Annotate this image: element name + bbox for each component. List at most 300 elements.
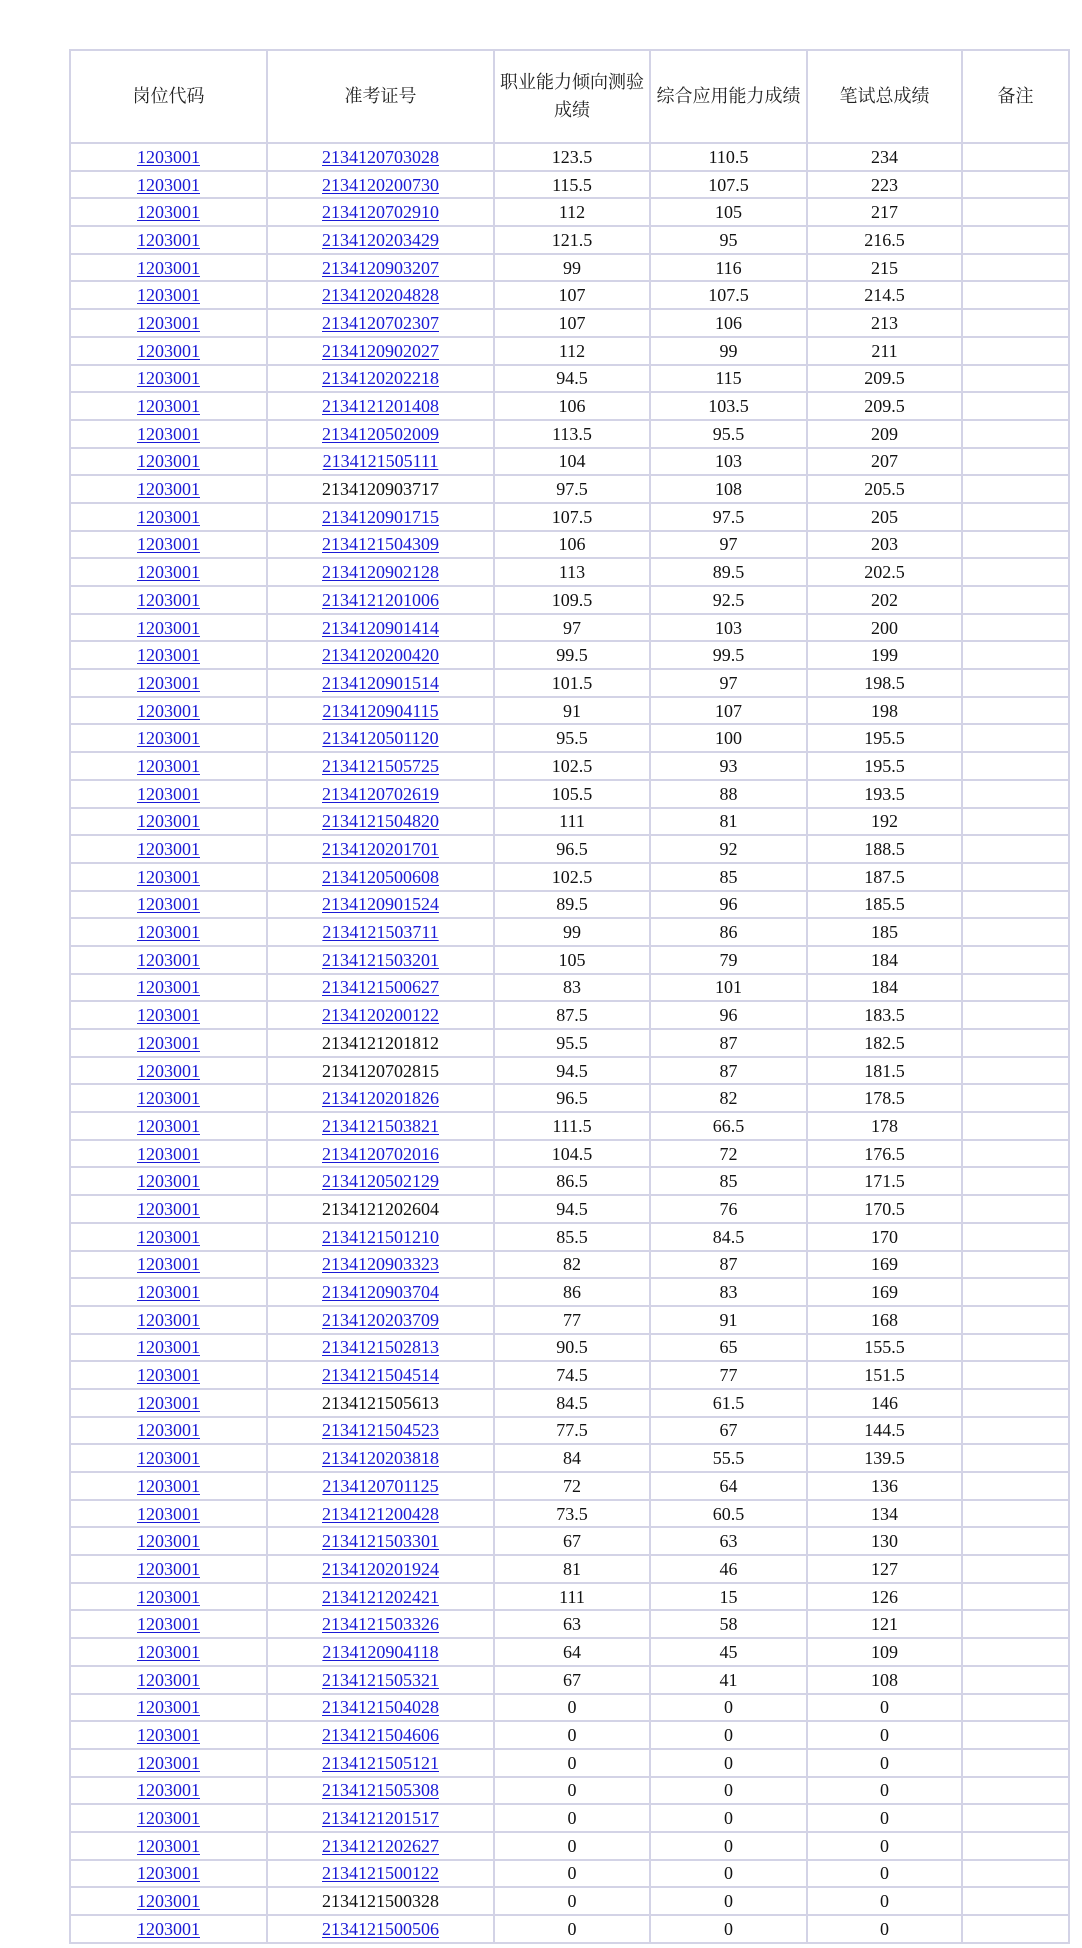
ticket-number-link[interactable]: 2134120903323 <box>322 1254 439 1275</box>
table-row <box>71 1695 1070 1723</box>
aptitude-score-cell: 121.5 <box>495 227 651 255</box>
ticket-number-cell <box>268 1473 495 1501</box>
table-row <box>71 1252 1070 1280</box>
total-score-cell: 0 <box>808 1916 963 1944</box>
ticket-number-link[interactable]: 2134120203429 <box>322 229 439 250</box>
ticket-number-link[interactable]: 2134121500122 <box>322 1863 439 1884</box>
aptitude-score-cell: 104 <box>495 449 651 477</box>
position-code-link[interactable]: 1203001 <box>137 977 200 998</box>
ticket-number-cell <box>268 144 495 172</box>
ticket-number-link[interactable]: 2134120903207 <box>322 257 439 278</box>
remarks-cell <box>963 725 1070 753</box>
ticket-number-link[interactable]: 2134121504820 <box>322 811 439 832</box>
ticket-number-link[interactable]: 2134121503326 <box>322 1614 439 1635</box>
position-code-link[interactable]: 1203001 <box>137 783 200 804</box>
position-code-cell <box>71 1445 268 1473</box>
application-score-cell: 93 <box>651 753 808 781</box>
position-code-link[interactable]: 1203001 <box>137 1475 200 1496</box>
application-score-cell: 107.5 <box>651 172 808 200</box>
ticket-number-link[interactable]: 2134120203709 <box>322 1309 439 1330</box>
position-code-link[interactable]: 1203001 <box>137 202 200 223</box>
total-score-cell: 151.5 <box>808 1362 963 1390</box>
aptitude-score-cell: 0 <box>495 1861 651 1889</box>
table-row <box>71 975 1070 1003</box>
table-row <box>71 1390 1070 1418</box>
ticket-number-link[interactable]: 2134120903704 <box>322 1282 439 1303</box>
position-code-cell <box>71 338 268 366</box>
ticket-number-link[interactable]: 2134120703028 <box>322 146 439 167</box>
total-score-cell: 187.5 <box>808 864 963 892</box>
ticket-number-cell <box>268 947 495 975</box>
ticket-number-link[interactable]: 2134120904115 <box>322 700 439 721</box>
position-code-cell <box>71 1861 268 1889</box>
table-row <box>71 1141 1070 1169</box>
ticket-number-link[interactable]: 2134121201006 <box>322 589 439 610</box>
aptitude-score-cell: 111.5 <box>495 1113 651 1141</box>
table-row <box>71 1916 1070 1944</box>
position-code-link[interactable]: 1203001 <box>137 146 200 167</box>
position-code-link[interactable]: 1203001 <box>137 1448 200 1469</box>
remarks-cell <box>963 1445 1070 1473</box>
ticket-number-cell <box>268 781 495 809</box>
ticket-number-link[interactable]: 2134121504606 <box>322 1725 439 1746</box>
aptitude-score-cell: 72 <box>495 1473 651 1501</box>
position-code-link[interactable]: 1203001 <box>137 1171 200 1192</box>
ticket-number-link[interactable]: 2134120901514 <box>322 672 439 693</box>
position-code-link[interactable]: 1203001 <box>137 368 200 389</box>
ticket-number-link[interactable]: 2134121505321 <box>322 1669 439 1690</box>
ticket-number-text: 2134121500328 <box>322 1891 439 1912</box>
total-score-cell: 0 <box>808 1722 963 1750</box>
position-code-link[interactable]: 1203001 <box>137 1531 200 1552</box>
ticket-number-link[interactable]: 2134120702619 <box>322 783 439 804</box>
ticket-number-cell <box>268 504 495 532</box>
position-code-cell <box>71 670 268 698</box>
ticket-number-cell <box>268 975 495 1003</box>
position-code-link[interactable]: 1203001 <box>137 866 200 887</box>
position-code-link[interactable]: 1203001 <box>137 423 200 444</box>
table-body <box>71 144 1070 1944</box>
ticket-number-link[interactable]: 2134120200122 <box>322 1005 439 1026</box>
position-code-link[interactable]: 1203001 <box>137 589 200 610</box>
total-score-cell: 183.5 <box>808 1002 963 1030</box>
position-code-link[interactable]: 1203001 <box>137 1780 200 1801</box>
position-code-link[interactable]: 1203001 <box>137 479 200 500</box>
total-score-cell: 176.5 <box>808 1141 963 1169</box>
application-score-cell: 92 <box>651 836 808 864</box>
ticket-number-text: 2134121505613 <box>322 1392 439 1413</box>
ticket-number-link[interactable]: 2134120501120 <box>322 728 439 749</box>
ticket-number-link[interactable]: 2134120200420 <box>322 645 439 666</box>
table-row <box>71 559 1070 587</box>
application-score-cell: 96 <box>651 1002 808 1030</box>
table-row <box>71 1667 1070 1695</box>
ticket-number-cell <box>268 1805 495 1833</box>
ticket-number-cell <box>268 1058 495 1086</box>
position-code-link[interactable]: 1203001 <box>137 1669 200 1690</box>
aptitude-score-cell: 104.5 <box>495 1141 651 1169</box>
position-code-link[interactable]: 1203001 <box>137 174 200 195</box>
position-code-link[interactable]: 1203001 <box>137 1309 200 1330</box>
position-code-cell <box>71 836 268 864</box>
position-code-cell <box>71 698 268 726</box>
aptitude-score-cell: 77 <box>495 1307 651 1335</box>
position-code-link[interactable]: 1203001 <box>137 1282 200 1303</box>
application-score-cell: 115 <box>651 366 808 394</box>
total-score-cell: 185.5 <box>808 892 963 920</box>
position-code-cell <box>71 892 268 920</box>
remarks-cell <box>963 1667 1070 1695</box>
remarks-cell <box>963 1833 1070 1861</box>
ticket-number-link[interactable]: 2134120702016 <box>322 1143 439 1164</box>
remarks-cell <box>963 1141 1070 1169</box>
ticket-number-link[interactable]: 2134120901524 <box>322 894 439 915</box>
remarks-cell <box>963 1473 1070 1501</box>
aptitude-score-cell: 111 <box>495 1584 651 1612</box>
ticket-number-link[interactable]: 2134120201924 <box>322 1558 439 1579</box>
table-row <box>71 753 1070 781</box>
position-code-link[interactable]: 1203001 <box>137 894 200 915</box>
ticket-number-cell <box>268 172 495 200</box>
remarks-cell <box>963 449 1070 477</box>
ticket-number-link[interactable]: 2134121504514 <box>322 1365 439 1386</box>
table-row <box>71 393 1070 421</box>
total-score-cell: 193.5 <box>808 781 963 809</box>
application-score-cell: 103 <box>651 615 808 643</box>
ticket-number-cell <box>268 199 495 227</box>
table-row <box>71 199 1070 227</box>
aptitude-score-cell: 106 <box>495 532 651 560</box>
position-code-link[interactable]: 1203001 <box>137 1143 200 1164</box>
table-row <box>71 1418 1070 1446</box>
total-score-cell: 195.5 <box>808 753 963 781</box>
total-score-cell: 198.5 <box>808 670 963 698</box>
ticket-number-cell <box>268 1196 495 1224</box>
position-code-link[interactable]: 1203001 <box>137 1060 200 1081</box>
table-row <box>71 255 1070 283</box>
total-score-cell: 126 <box>808 1584 963 1612</box>
ticket-number-cell <box>268 587 495 615</box>
position-code-cell <box>71 1196 268 1224</box>
position-code-link[interactable]: 1203001 <box>137 755 200 776</box>
total-score-cell: 108 <box>808 1667 963 1695</box>
position-code-link[interactable]: 1203001 <box>137 1088 200 1109</box>
ticket-number-link[interactable]: 2134120901715 <box>322 506 439 527</box>
total-score-cell: 209.5 <box>808 393 963 421</box>
remarks-cell <box>963 975 1070 1003</box>
ticket-number-link[interactable]: 2134121505308 <box>322 1780 439 1801</box>
position-code-link[interactable]: 1203001 <box>137 1392 200 1413</box>
ticket-number-cell <box>268 1916 495 1944</box>
application-score-cell: 0 <box>651 1750 808 1778</box>
aptitude-score-cell: 99 <box>495 919 651 947</box>
position-code-link[interactable]: 1203001 <box>137 257 200 278</box>
position-code-link[interactable]: 1203001 <box>137 1032 200 1053</box>
position-code-link[interactable]: 1203001 <box>137 922 200 943</box>
ticket-number-link[interactable]: 2134121505111 <box>322 451 439 472</box>
ticket-number-link[interactable]: 2134120201826 <box>322 1088 439 1109</box>
total-score-cell: 0 <box>808 1833 963 1861</box>
position-code-cell <box>71 1473 268 1501</box>
remarks-cell <box>963 1252 1070 1280</box>
ticket-number-link[interactable]: 2134120902027 <box>322 340 439 361</box>
application-score-cell: 89.5 <box>651 559 808 587</box>
ticket-number-link[interactable]: 2134120500608 <box>322 866 439 887</box>
position-code-link[interactable]: 1203001 <box>137 1641 200 1662</box>
position-code-link[interactable]: 1203001 <box>137 1808 200 1829</box>
position-code-cell <box>71 532 268 560</box>
total-score-cell: 214.5 <box>808 282 963 310</box>
ticket-number-link[interactable]: 2134121504028 <box>322 1697 439 1718</box>
ticket-number-text: 2134120702815 <box>322 1060 439 1081</box>
aptitude-score-cell: 109.5 <box>495 587 651 615</box>
position-code-link[interactable]: 1203001 <box>137 617 200 638</box>
position-code-link[interactable]: 1203001 <box>137 1891 200 1912</box>
remarks-cell <box>963 1279 1070 1307</box>
application-score-cell: 86 <box>651 919 808 947</box>
position-code-link[interactable]: 1203001 <box>137 1863 200 1884</box>
ticket-number-link[interactable]: 2134121503711 <box>322 922 439 943</box>
ticket-number-link[interactable]: 2134120200730 <box>322 174 439 195</box>
table-row <box>71 1279 1070 1307</box>
position-code-link[interactable]: 1203001 <box>137 285 200 306</box>
position-code-link[interactable]: 1203001 <box>137 1254 200 1275</box>
position-code-cell <box>71 1611 268 1639</box>
ticket-number-link[interactable]: 2134121202627 <box>322 1835 439 1856</box>
position-code-link[interactable]: 1203001 <box>137 1752 200 1773</box>
application-score-cell: 107.5 <box>651 282 808 310</box>
total-score-cell: 209 <box>808 421 963 449</box>
table-row <box>71 919 1070 947</box>
ticket-number-link[interactable]: 2134121202421 <box>322 1586 439 1607</box>
table-row <box>71 1584 1070 1612</box>
position-code-cell <box>71 393 268 421</box>
remarks-cell <box>963 615 1070 643</box>
table-row <box>71 1833 1070 1861</box>
position-code-link[interactable]: 1203001 <box>137 728 200 749</box>
position-code-cell <box>71 642 268 670</box>
table-row <box>71 1528 1070 1556</box>
ticket-number-cell <box>268 670 495 698</box>
position-code-link[interactable]: 1203001 <box>137 1586 200 1607</box>
remarks-cell <box>963 1113 1070 1141</box>
ticket-number-link[interactable]: 2134121201408 <box>322 396 439 417</box>
ticket-number-cell <box>268 1362 495 1390</box>
position-code-link[interactable]: 1203001 <box>137 645 200 666</box>
ticket-number-link[interactable]: 2134120701125 <box>322 1475 439 1496</box>
remarks-cell <box>963 1556 1070 1584</box>
ticket-number-link[interactable]: 2134121500627 <box>322 977 439 998</box>
ticket-number-link[interactable]: 2134120502009 <box>322 423 439 444</box>
ticket-number-link[interactable]: 2134121201517 <box>322 1808 439 1829</box>
position-code-link[interactable]: 1203001 <box>137 506 200 527</box>
ticket-number-cell <box>268 1390 495 1418</box>
ticket-number-cell <box>268 1085 495 1113</box>
ticket-number-cell <box>268 255 495 283</box>
aptitude-score-cell: 99 <box>495 255 651 283</box>
remarks-cell <box>963 1805 1070 1833</box>
application-score-cell: 58 <box>651 1611 808 1639</box>
application-score-cell: 0 <box>651 1722 808 1750</box>
total-score-cell: 192 <box>808 809 963 837</box>
table-row <box>71 1639 1070 1667</box>
ticket-number-link[interactable]: 2134120204828 <box>322 285 439 306</box>
position-code-cell <box>71 809 268 837</box>
total-score-cell: 195.5 <box>808 725 963 753</box>
position-code-link[interactable]: 1203001 <box>137 1365 200 1386</box>
application-score-cell: 82 <box>651 1085 808 1113</box>
aptitude-score-cell: 0 <box>495 1805 651 1833</box>
ticket-number-link[interactable]: 2134120904118 <box>322 1641 439 1662</box>
total-score-cell: 217 <box>808 199 963 227</box>
table-row <box>71 892 1070 920</box>
application-score-cell: 76 <box>651 1196 808 1224</box>
remarks-cell <box>963 1085 1070 1113</box>
position-code-cell <box>71 1778 268 1806</box>
ticket-number-link[interactable]: 2134120201701 <box>322 839 439 860</box>
ticket-number-cell <box>268 559 495 587</box>
position-code-cell <box>71 1058 268 1086</box>
ticket-number-link[interactable]: 2134121503821 <box>322 1115 439 1136</box>
position-code-cell <box>71 1168 268 1196</box>
table-row <box>71 449 1070 477</box>
table-row <box>71 1611 1070 1639</box>
ticket-number-link[interactable]: 2134121502813 <box>322 1337 439 1358</box>
application-score-cell: 0 <box>651 1833 808 1861</box>
position-code-link[interactable]: 1203001 <box>137 1614 200 1635</box>
position-code-link[interactable]: 1203001 <box>137 1226 200 1247</box>
remarks-cell <box>963 282 1070 310</box>
total-score-cell: 200 <box>808 615 963 643</box>
ticket-number-link[interactable]: 2134121501210 <box>322 1226 439 1247</box>
application-score-cell: 87 <box>651 1058 808 1086</box>
position-code-link[interactable]: 1203001 <box>137 1918 200 1939</box>
ticket-number-link[interactable]: 2134120902128 <box>322 562 439 583</box>
table-row <box>71 1196 1070 1224</box>
position-code-link[interactable]: 1203001 <box>137 1420 200 1441</box>
aptitude-score-cell: 73.5 <box>495 1501 651 1529</box>
ticket-number-cell <box>268 1778 495 1806</box>
position-code-link[interactable]: 1203001 <box>137 451 200 472</box>
ticket-number-link[interactable]: 2134121503301 <box>322 1531 439 1552</box>
position-code-link[interactable]: 1203001 <box>137 1115 200 1136</box>
ticket-number-link[interactable]: 2134121505121 <box>322 1752 439 1773</box>
position-code-link[interactable]: 1203001 <box>137 396 200 417</box>
ticket-number-link[interactable]: 2134120202218 <box>322 368 439 389</box>
position-code-cell <box>71 1750 268 1778</box>
position-code-link[interactable]: 1203001 <box>137 229 200 250</box>
table-row <box>71 532 1070 560</box>
total-score-cell: 205.5 <box>808 476 963 504</box>
ticket-number-link[interactable]: 2134120502129 <box>322 1171 439 1192</box>
application-score-cell: 0 <box>651 1861 808 1889</box>
remarks-cell <box>963 1778 1070 1806</box>
position-code-link[interactable]: 1203001 <box>137 949 200 970</box>
table-row <box>71 504 1070 532</box>
position-code-link[interactable]: 1203001 <box>137 1503 200 1524</box>
position-code-link[interactable]: 1203001 <box>137 1835 200 1856</box>
position-code-cell <box>71 504 268 532</box>
position-code-link[interactable]: 1203001 <box>137 1005 200 1026</box>
position-code-link[interactable]: 1203001 <box>137 534 200 555</box>
aptitude-score-cell: 112 <box>495 199 651 227</box>
table-row <box>71 1501 1070 1529</box>
total-score-cell: 188.5 <box>808 836 963 864</box>
aptitude-score-cell: 0 <box>495 1722 651 1750</box>
total-score-cell: 203 <box>808 532 963 560</box>
ticket-number-link[interactable]: 2134120203818 <box>322 1448 439 1469</box>
ticket-number-link[interactable]: 2134120702910 <box>322 202 439 223</box>
remarks-cell <box>963 532 1070 560</box>
aptitude-score-cell: 85.5 <box>495 1224 651 1252</box>
position-code-link[interactable]: 1203001 <box>137 1198 200 1219</box>
ticket-number-link[interactable]: 2134121200428 <box>322 1503 439 1524</box>
remarks-cell <box>963 227 1070 255</box>
application-score-cell: 95.5 <box>651 421 808 449</box>
ticket-number-cell <box>268 476 495 504</box>
ticket-number-link[interactable]: 2134121504309 <box>322 534 439 555</box>
position-code-cell <box>71 199 268 227</box>
remarks-cell <box>963 1196 1070 1224</box>
position-code-link[interactable]: 1203001 <box>137 811 200 832</box>
application-score-cell: 103.5 <box>651 393 808 421</box>
position-code-link[interactable]: 1203001 <box>137 1697 200 1718</box>
ticket-number-cell <box>268 1750 495 1778</box>
remarks-cell <box>963 1722 1070 1750</box>
table-row <box>71 698 1070 726</box>
position-code-cell <box>71 1888 268 1916</box>
position-code-link[interactable]: 1203001 <box>137 312 200 333</box>
position-code-link[interactable]: 1203001 <box>137 700 200 721</box>
position-code-cell <box>71 864 268 892</box>
position-code-link[interactable]: 1203001 <box>137 1725 200 1746</box>
position-code-link[interactable]: 1203001 <box>137 562 200 583</box>
ticket-number-link[interactable]: 2134120702307 <box>322 312 439 333</box>
ticket-number-link[interactable]: 2134121503201 <box>322 949 439 970</box>
aptitude-score-cell: 0 <box>495 1916 651 1944</box>
position-code-cell <box>71 282 268 310</box>
position-code-link[interactable]: 1203001 <box>137 1558 200 1579</box>
remarks-cell <box>963 781 1070 809</box>
table-row <box>71 836 1070 864</box>
table-row <box>71 781 1070 809</box>
application-score-cell: 84.5 <box>651 1224 808 1252</box>
remarks-cell <box>963 1030 1070 1058</box>
ticket-number-link[interactable]: 2134120901414 <box>322 617 439 638</box>
total-score-cell: 182.5 <box>808 1030 963 1058</box>
ticket-number-text: 2134120903717 <box>322 479 439 500</box>
ticket-number-link[interactable]: 2134121504523 <box>322 1420 439 1441</box>
position-code-link[interactable]: 1203001 <box>137 1337 200 1358</box>
remarks-cell <box>963 1224 1070 1252</box>
position-code-link[interactable]: 1203001 <box>137 340 200 361</box>
position-code-cell <box>71 144 268 172</box>
ticket-number-cell <box>268 421 495 449</box>
position-code-link[interactable]: 1203001 <box>137 839 200 860</box>
position-code-link[interactable]: 1203001 <box>137 672 200 693</box>
ticket-number-link[interactable]: 2134121500506 <box>322 1918 439 1939</box>
remarks-cell <box>963 476 1070 504</box>
total-score-cell: 0 <box>808 1861 963 1889</box>
total-score-cell: 0 <box>808 1750 963 1778</box>
position-code-cell <box>71 1528 268 1556</box>
ticket-number-cell <box>268 1639 495 1667</box>
ticket-number-link[interactable]: 2134121505725 <box>322 755 439 776</box>
position-code-cell <box>71 559 268 587</box>
table-row <box>71 1473 1070 1501</box>
position-code-cell <box>71 753 268 781</box>
aptitude-score-cell: 74.5 <box>495 1362 651 1390</box>
